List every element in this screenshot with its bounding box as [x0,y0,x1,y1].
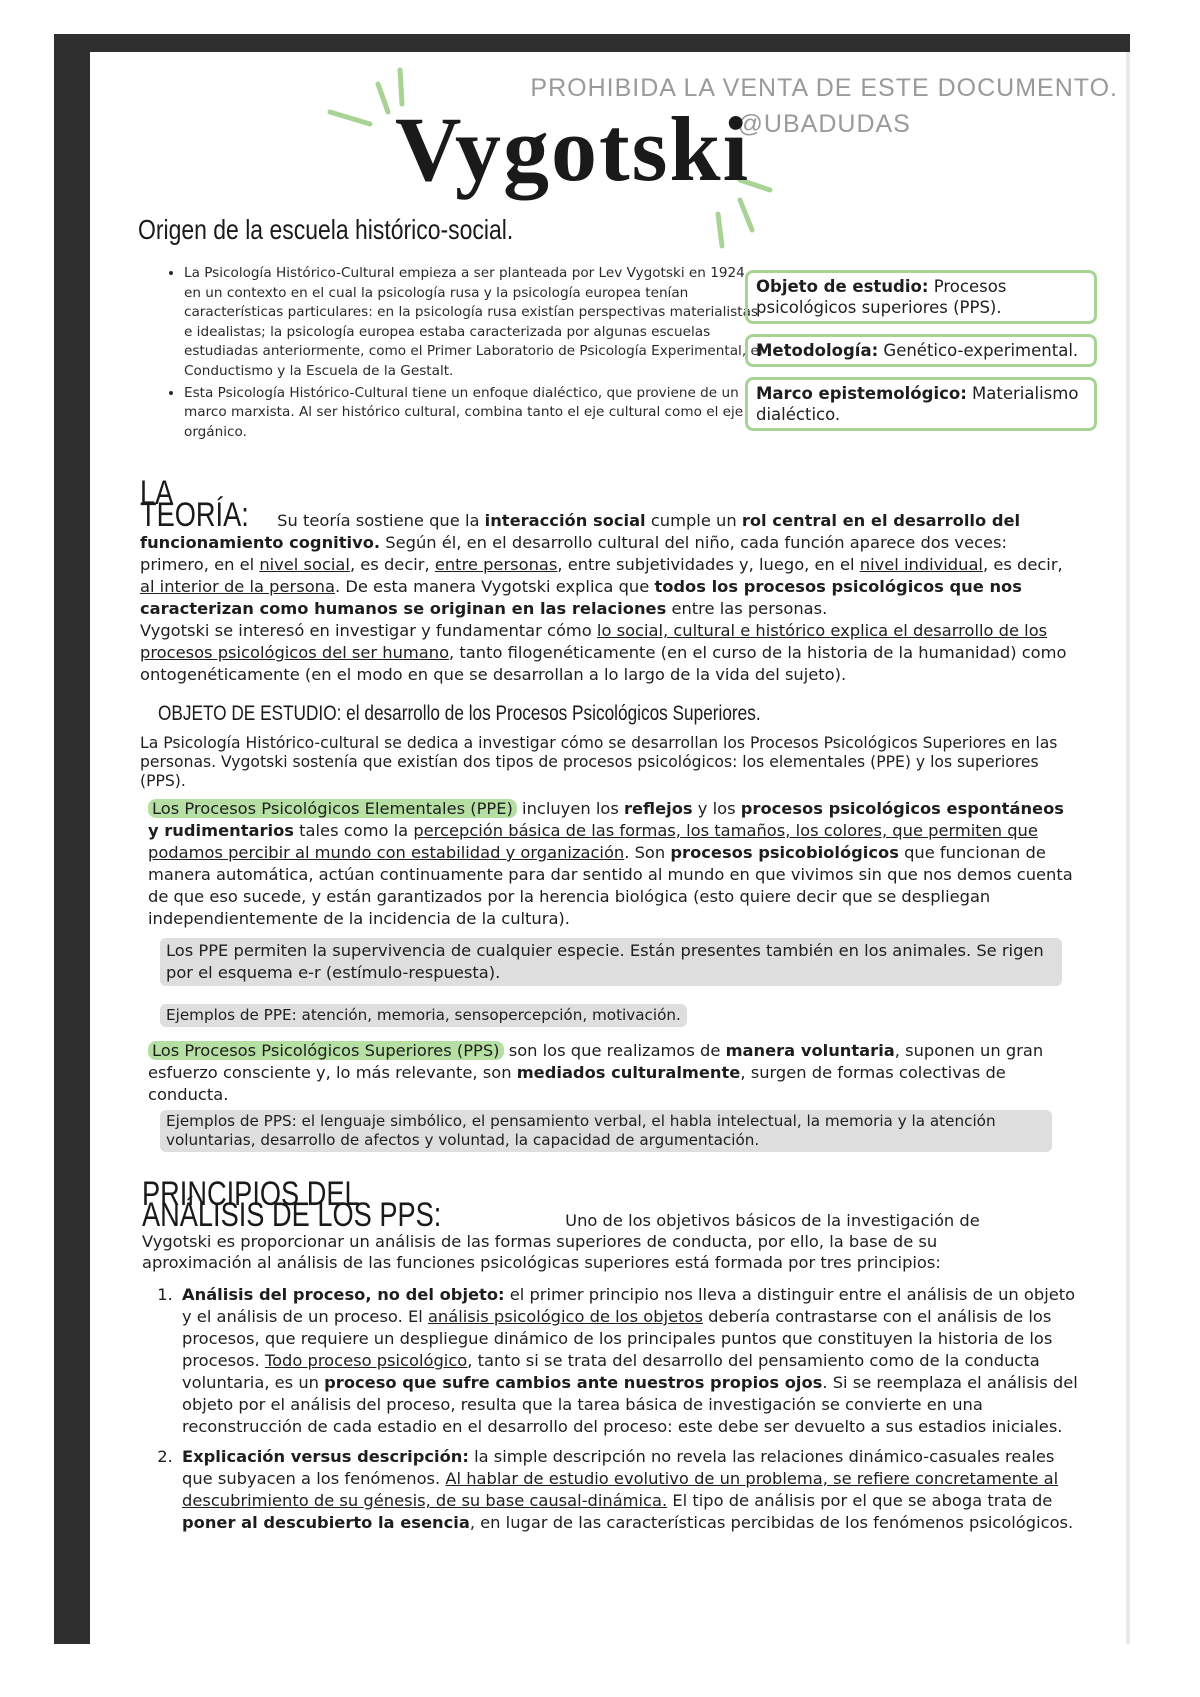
teoria-section [140,474,1080,686]
principio-bold: poner al descubierto la esencia [182,1513,470,1532]
teoria-text: Su teoría sostiene que la [272,511,485,530]
pps-text: son los que realizamos de [503,1041,726,1060]
principios-section [142,1175,1042,1273]
ppe-examples-box: Ejemplos de PPE: atención, memoria, sensopercepción, motivación. [160,1004,687,1027]
teoria-text: entre las personas. [666,599,828,618]
infobox-metodologia-label: Metodología: [756,341,879,360]
watermark-line2: @UBADUDAS [737,110,911,138]
pps-highlight: Los Procesos Psicológicos Superiores (PPS) [148,1041,504,1060]
principio-text: la simple descripción no revela las relaciones dinámico-casuales reales que subyacen a los fenómenos. [182,1447,1055,1488]
teoria-text: Según él, en el desarrollo cultural del niño, cada función aparece dos veces: primero, en el [140,533,1008,574]
teoria-text: , entre subjetividades y, luego, en el [557,555,860,574]
ppe-text: tales como la [294,821,414,840]
principio-text: , tanto si se trata del desarrollo del pensamiento como de la conducta voluntaria, es un [182,1351,1040,1392]
principios-intro: Uno de los objetivos básicos de la investigación de Vygotski es proporcionar un análisis de las formas superiores de conducta, por ello, la base de su aproximación al análisis de las funciones psicológicas superiores está formada por tres principios: [142,1211,980,1272]
infobox-objeto-value: Procesos psicológicos superiores (PPS). [756,277,1007,317]
principio-text: debería contrastarse con el análisis de los procesos, que requiere un despliegue dinámico de los principales puntos que constituyen la historia de los procesos. [182,1307,1053,1370]
principio-1 [178,1284,1078,1438]
teoria-underline: nivel individual [859,555,983,574]
principio-bold: proceso que sufre cambios ante nuestros propios ojos [324,1373,823,1392]
teoria-text: , es decir, [349,555,435,574]
infobox-objeto [745,270,1097,324]
ppe-text: y los [692,799,741,818]
principio-2 [178,1446,1078,1534]
ppe-bold: reflejos [623,799,693,818]
infobox-marco [745,377,1097,431]
origin-heading: Origen de la escuela histórico-social. [138,214,514,245]
origin-list [160,264,764,444]
ppe-text: . Son [624,843,671,862]
pps-examples-box: Ejemplos de PPS: el lenguaje simbólico, el pensamiento verbal, el habla intelectual, la memoria y la atención voluntarias, desarrollo de afectos y voluntad, la capacidad de argumentación. [160,1110,1052,1152]
ppe-highlight: Los Procesos Psicológicos Elementales (PPE) [148,799,517,818]
objeto-heading: OBJETO DE ESTUDIO: el desarrollo de los Procesos Psicológicos Superiores. [158,702,761,725]
principios-list [154,1284,1078,1542]
pps-paragraph [148,1040,1078,1106]
ppe-text: que funcionan de manera automática, actúan continuamente para dar sentido al mundo en que vivimos sin que nos demos cuenta de que eso sucede, y están garantizados por la herencia biológica (esto quiere decir que se despliegan independientemente de la incidencia de la cultura). [148,843,1073,928]
ppe-bold: procesos psicológicos espontáneos y rudimentarios [148,799,1064,840]
page-frame-left [54,34,90,1644]
page-title: Vygotski [395,98,751,200]
principios-heading: PRINCIPIOS DEL ANÁLISIS DE LOS PPS: [142,1175,442,1234]
teoria-p2-text: , tanto filogenéticamente (en el curso de la historia de la humanidad) como ontogenéticamente (en el modo en que se desarrollan a lo largo de la vida del sujeto). [140,643,1067,684]
ppe-bold: procesos psicobiológicos [670,843,899,862]
principio-1-title: Análisis del proceso, no del objeto: [182,1285,505,1304]
infobox-metodologia [745,334,1097,367]
teoria-bold: rol central en el desarrollo del funcionamiento cognitivo. [140,511,1021,552]
teoria-text: cumple un [645,511,742,530]
ppe-underline: percepción básica de las formas, los tamaños, los colores, que permiten que podamos percibir al mundo con estabilidad y organización [148,821,1038,862]
origin-bullet-1: • La Psicología Histórico-Cultural empieza a ser planteada por Lev Vygotski en 1924, en un contexto en el cual la psicología rusa y la psicología europea tenían características particulares: en la psicología rusa existían perspectivas materialistas e idealistas; la psicología europea estaba caracterizada por algunas escuelas estudiadas anteriormente, como el Primer Laboratorio de Psicología Experimental, el Conductismo y la Escuela de la Gestalt. [184,264,764,382]
principio-text: . Si se reemplaza el análisis del objeto por el análisis del proceso, resulta que la tarea básica de investigación se convierte en una reconstrucción de cada estadio en el desarrollo del proceso: este debe ser devuelto a sus estadios iniciales. [182,1373,1078,1436]
infobox-metodologia-value: Genético-experimental. [878,341,1079,360]
principio-underline: análisis psicológico de los objetos [427,1307,703,1326]
ppe-text: incluyen los [516,799,624,818]
teoria-text: . De esta manera Vygotski explica que [334,577,655,596]
document-page [90,52,1126,1644]
infobox-marco-label: Marco epistemológico: [756,384,967,403]
teoria-bold: todos los procesos psicológicos que nos caracterizan como humanos se originan en las relaciones [140,577,1022,618]
pps-bold: mediados culturalmente [516,1063,741,1082]
teoria-underline: al interior de la persona [140,577,335,596]
teoria-text: , es decir, [982,555,1063,574]
page-frame-top [54,34,1130,52]
teoria-p2-underline: lo social, cultural e histórico explica el desarrollo de los procesos psicológicos del ser humano [140,621,1048,662]
ppe-paragraph [148,798,1078,930]
infobox-objeto-label: Objeto de estudio: [756,277,929,296]
teoria-underline: nivel social [259,555,350,574]
pps-bold: manera voluntaria [725,1041,895,1060]
objeto-intro: La Psicología Histórico-cultural se dedica a investigar cómo se desarrollan los Procesos Psicológicos Superiores en las personas. Vygotski sostenía que existían dos tipos de procesos psicológicos: los elementales (PPE) y los superiores (PPS). [140,734,1058,790]
teoria-p2-text: Vygotski se interesó en investigar y fundamentar cómo [140,621,597,640]
principio-underline: Todo proceso psicológico [264,1351,468,1370]
pps-text: , surgen de formas colectivas de conducta. [148,1063,1006,1104]
teoria-bold: interacción social [484,511,646,530]
principio-underline: Al hablar de estudio evolutivo de un problema, se refiere concretamente al descubrimiento de su génesis, de su base causal-dinámica. [182,1469,1059,1510]
watermark-line1: PROHIBIDA LA VENTA DE ESTE DOCUMENTO. [530,74,1118,102]
origin-bullet-2: • Esta Psicología Histórico-Cultural tiene un enfoque dialéctico, que proviene de un marco marxista. Al ser histórico cultural, combina tanto el eje cultural como el eje orgánico. [184,384,764,443]
teoria-heading: LA TEORÍA: [140,474,249,534]
principio-2-title: Explicación versus descripción: [182,1447,469,1466]
principio-text: , en lugar de las características percibidas de los fenómenos psicológicos. [469,1513,1074,1532]
principio-text: El tipo de análisis por el que se aboga trata de [667,1491,1053,1510]
principio-text: el primer principio nos lleva a distinguir entre el análisis de un objeto y el análisis de un proceso. El [182,1285,1076,1326]
infobox-marco-value: Materialismo dialéctico. [756,384,1079,424]
teoria-underline: entre personas [434,555,558,574]
ppe-info-box: Los PPE permiten la supervivencia de cualquier especie. Están presentes también en los animales. Se rigen por el esquema e-r (estímulo-respuesta). [160,938,1062,986]
pps-text: , suponen un gran esfuerzo consciente y, lo más relevante, son [148,1041,1044,1082]
page-frame-shadow [1126,52,1130,1644]
